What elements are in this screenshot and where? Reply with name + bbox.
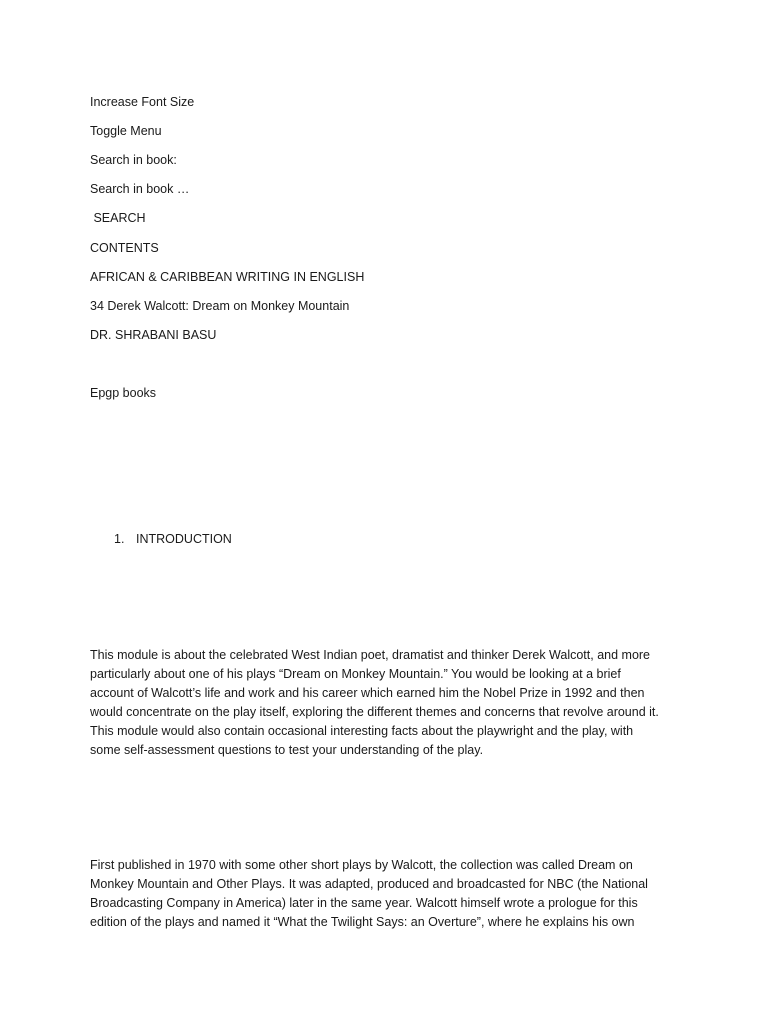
paragraph-1: [90, 646, 690, 760]
publisher-name: Epgp books: [90, 386, 157, 400]
paragraph-2: [90, 856, 690, 932]
search-button[interactable]: SEARCH: [90, 211, 146, 225]
increase-font-size-link[interactable]: Increase Font Size: [90, 95, 195, 109]
search-label: Search in book:: [90, 153, 177, 167]
paragraph-line: particularly about one of his plays “Dream on Monkey Mountain.” You would be looking at a brief: [90, 667, 621, 681]
paragraph-line: some self-assessment questions to test your understanding of the play.: [90, 743, 484, 757]
paragraph-line: edition of the plays and named it “What the Twilight Says: an Overture”, where he explains his own: [90, 915, 635, 929]
paragraph-line: This module is about the celebrated West Indian poet, dramatist and thinker Derek Walcott, and more: [90, 648, 651, 662]
paragraph-line: This module would also contain occasional interesting facts about the playwright and the play, with: [90, 724, 634, 738]
paragraph-line: Broadcasting Company in America) later in the same year. Walcott himself wrote a prologue for this: [90, 896, 638, 910]
paragraph-line: account of Walcott’s life and work and his career which earned him the Nobel Prize in 1992 and then: [90, 686, 645, 700]
author-name: DR. SHRABANI BASU: [90, 328, 217, 342]
section-heading-text: INTRODUCTION: [136, 532, 232, 546]
chapter-title: 34 Derek Walcott: Dream on Monkey Mountain: [90, 299, 350, 313]
book-title: AFRICAN & CARIBBEAN WRITING IN ENGLISH: [90, 270, 365, 284]
section-heading: [114, 531, 232, 547]
paragraph-line: First published in 1970 with some other short plays by Walcott, the collection was called Dream on: [90, 858, 633, 872]
paragraph-line: would concentrate on the play itself, exploring the different themes and concerns that revolve around it.: [90, 705, 659, 719]
search-input[interactable]: Search in book …: [90, 182, 190, 196]
toggle-menu-link[interactable]: Toggle Menu: [90, 124, 162, 138]
paragraph-line: Monkey Mountain and Other Plays. It was adapted, produced and broadcasted for NBC (the National: [90, 877, 648, 891]
section-number: 1.: [114, 532, 125, 546]
contents-link[interactable]: CONTENTS: [90, 241, 159, 255]
